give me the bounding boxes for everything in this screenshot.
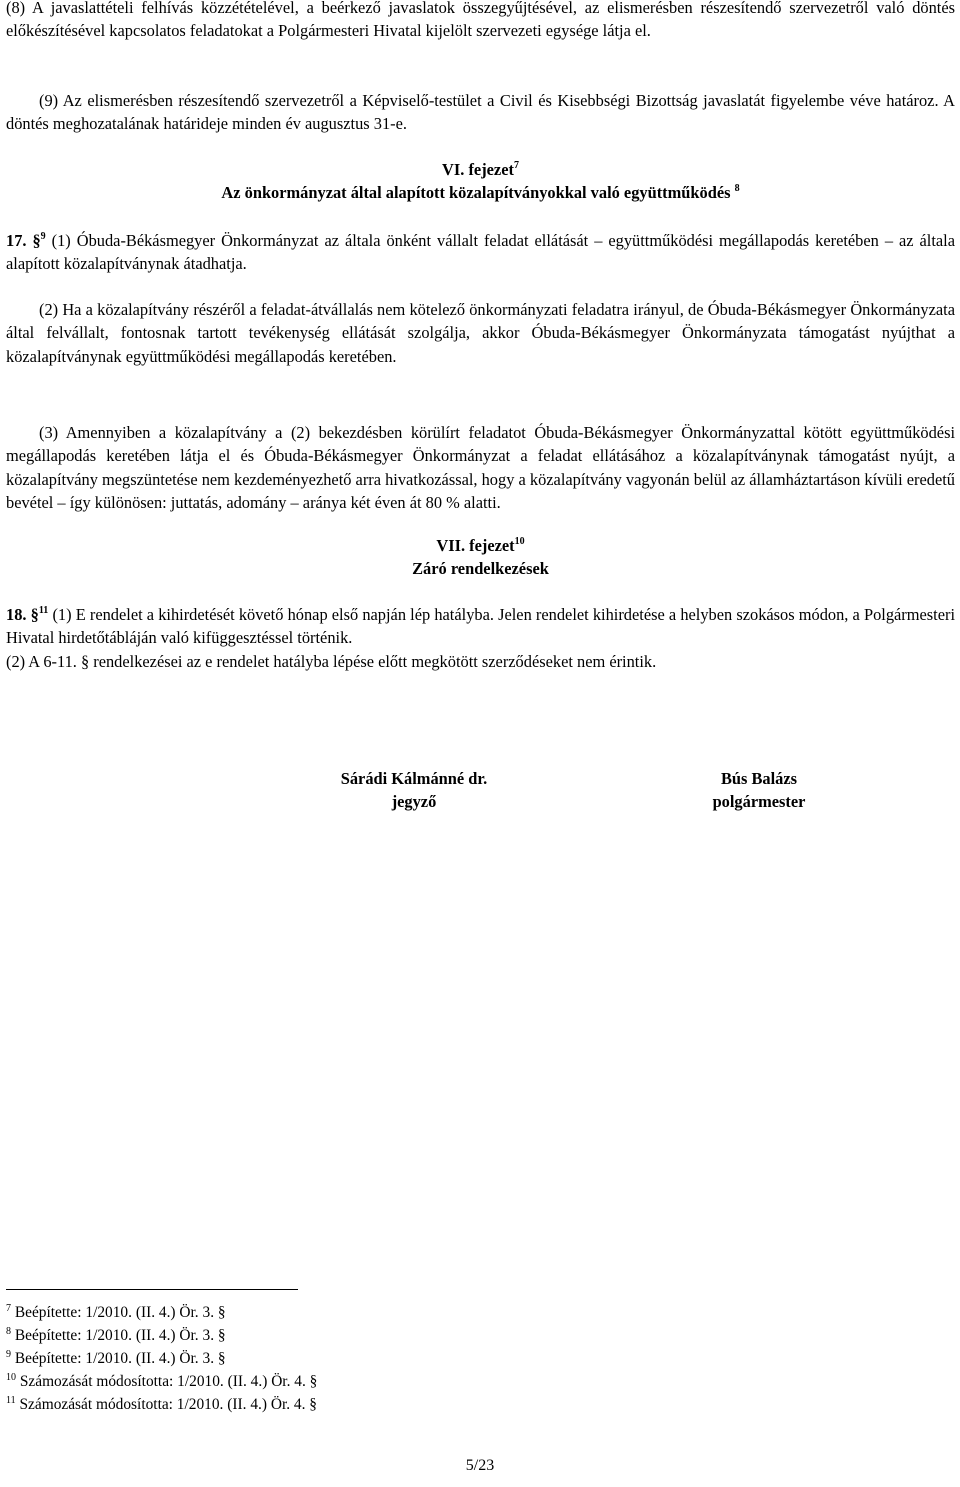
footnote-number: 11 bbox=[6, 1395, 16, 1406]
footnote-number: 10 bbox=[6, 1372, 16, 1383]
signature-notary-name: Sárádi Kálmánné dr. bbox=[340, 769, 488, 788]
signature-notary bbox=[284, 767, 544, 814]
chapter-6-title: VI. fejezet bbox=[442, 160, 514, 179]
signature-notary-title: jegyző bbox=[391, 792, 437, 812]
chapter-7-title: VII. fejezet bbox=[436, 536, 515, 555]
section-18-p1-text: (1) E rendelet a kihirdetését követő hónap első napján lép hatályba. Jelen rendelet kihirdetése a helyben szokásos módon, a Polgármesteri Hivatal hirdetőtábláján való kifüggesztéssel történik. bbox=[6, 605, 956, 648]
section-17-paragraph-2: (2) Ha a közalapítvány részéről a feladat-átvállalás nem kötelező önkormányzati feladatra irányul, de Óbuda-Békásmegyer Önkormányzata által felvállalt, fontosnak tartott tevékenység ellátását szolgálja, akkor Óbuda-Békásmegyer Önkormányzata támogatást nyújthat a közalapítványnak együttműködési megállapodás keretében. bbox=[6, 300, 955, 366]
footnote-7 bbox=[6, 1303, 226, 1323]
footnote-ref-11: 11 bbox=[38, 605, 49, 616]
signature-mayor-title: polgármester bbox=[712, 792, 806, 812]
signature-mayor bbox=[629, 767, 889, 814]
footnote-text: Számozását módosította: 1/2010. (II. 4.) Ör. 4. § bbox=[19, 1373, 318, 1390]
signature-mayor-name: Bús Balázs bbox=[720, 769, 798, 788]
section-17-p1-text: (1) Óbuda-Békásmegyer Önkormányzat az általa önként vállalt feladat ellátását – együttműködési megállapodás keretében – az általa alapított közalapítványnak átadhatja. bbox=[6, 231, 956, 274]
footnote-number: 9 bbox=[6, 1349, 11, 1360]
footnote-11 bbox=[6, 1395, 317, 1415]
chapter-6-heading bbox=[6, 158, 955, 205]
footnote-ref-9: 9 bbox=[40, 231, 46, 242]
chapter-7-heading bbox=[6, 534, 955, 581]
chapter-7-subtitle: Záró rendelkezések bbox=[412, 559, 549, 579]
section-17-paragraph-3: (3) Amennyiben a közalapítvány a (2) bekezdésben körülírt feladatot Óbuda-Békásmegyer Önkormányzattal kötött együttműködési megállapodás keretében látja el és Óbuda-Békásmegyer Önkormányzat a feladat ellátásához a közalapítványnak támogatást nyújt, a közalapítvány megszüntetése nem kezdeményezhető arra hivatkozással, hogy a közalapítvány vagyonán belül az államháztartáson kívüli eredetű bevétel – így különösen: juttatás, adomány – aránya két éven át 80 % alatti. bbox=[6, 423, 955, 513]
footnote-text: Beépítette: 1/2010. (II. 4.) Ör. 3. § bbox=[14, 1327, 226, 1344]
section-18-paragraph-1 bbox=[6, 603, 955, 650]
footnote-ref-7: 7 bbox=[513, 160, 519, 171]
footnote-ref-8: 8 bbox=[734, 183, 740, 195]
footnote-ref-10: 10 bbox=[514, 536, 525, 547]
paragraph-8: (8) A javaslattételi felhívás közzétételével, a beérkező javaslatok összegyűjtésével, az elismerésben részesítendő szervezetről való döntés előkészítésével kapcsolatos feladatokat a Polgármesteri Hivatal kijelölt szervezeti egysége látja el. bbox=[6, 0, 955, 41]
footnote-text: Számozását módosította: 1/2010. (II. 4.) Ör. 4. § bbox=[19, 1396, 318, 1413]
footnote-10 bbox=[6, 1372, 317, 1392]
paragraph-9: (9) Az elismerésben részesítendő szervezetről a Képviselő-testület a Civil és Kisebbségi Bizottság javaslatát figyelembe véve határoz. A döntés meghozatalának határideje minden év augusztus 31-e. bbox=[6, 91, 955, 134]
footnote-number: 8 bbox=[6, 1326, 11, 1337]
section-18-number: 18. § bbox=[6, 605, 39, 624]
page-number: 5/23 bbox=[465, 1457, 495, 1474]
section-17-paragraph-1 bbox=[6, 229, 955, 276]
footnote-8 bbox=[6, 1326, 226, 1346]
footnote-separator bbox=[6, 1289, 298, 1290]
chapter-6-subtitle: Az önkormányzat által alapított közalapítványokkal való együttműködés bbox=[221, 183, 731, 203]
footnote-number: 7 bbox=[6, 1303, 11, 1314]
section-18-paragraph-2: (2) A 6-11. § rendelkezései az e rendelet hatályba lépése előtt megkötött szerződéseket nem érintik. bbox=[6, 652, 657, 671]
section-17-number: 17. § bbox=[6, 231, 41, 250]
footnote-text: Beépítette: 1/2010. (II. 4.) Ör. 3. § bbox=[14, 1304, 226, 1321]
footnote-9 bbox=[6, 1349, 226, 1369]
footnote-text: Beépítette: 1/2010. (II. 4.) Ör. 3. § bbox=[14, 1350, 226, 1367]
